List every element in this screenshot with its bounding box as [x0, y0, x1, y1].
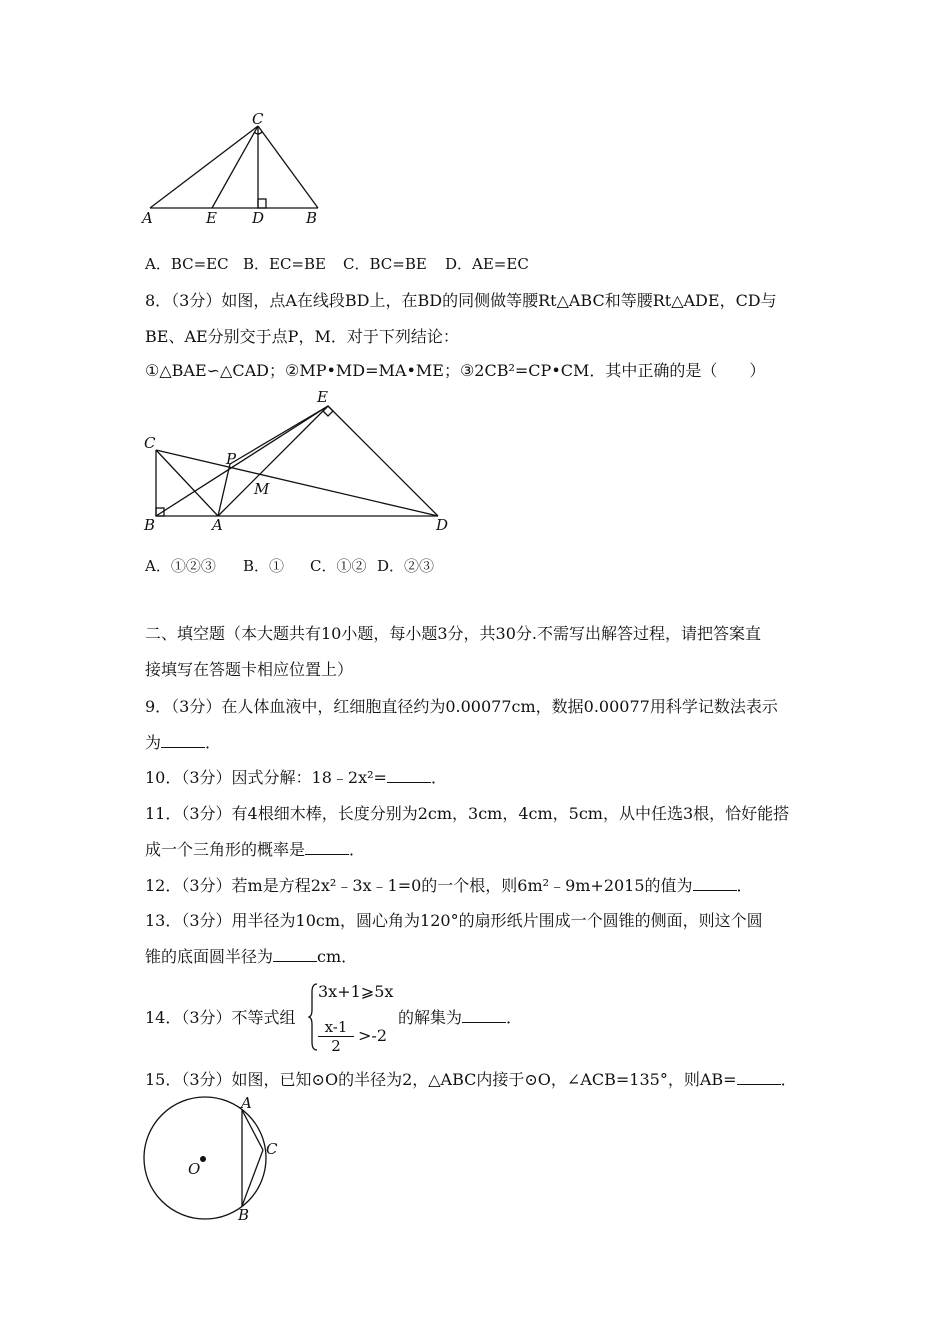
q7-label-c: C	[252, 110, 264, 128]
q14-prefix: 14．（3分）不等式组	[145, 1008, 296, 1027]
q13-prefix: 锥的底面圆半径为	[145, 947, 274, 966]
q14-inequality-2-rest: >-2	[358, 1026, 387, 1045]
q14-brace-icon	[308, 982, 318, 1052]
q9-line-2	[145, 732, 221, 754]
q11-prefix: 成一个三角形的概率是	[145, 840, 306, 859]
q10-answer-blank[interactable]	[387, 768, 431, 783]
q8-label-m: M	[254, 480, 270, 498]
q8-option-d: D．②③	[377, 557, 435, 575]
q10-prefix: 10．（3分）因式分解：18﹣2x²=	[145, 768, 387, 787]
q7-option-d: D．AE=EC	[445, 255, 529, 273]
q7-label-a: A	[142, 209, 153, 227]
q8-option-c: C．①②	[310, 557, 367, 575]
q11-line-1: 11．（3分）有4根细木棒，长度分别为2cm，3cm，4cm，5cm，从中任选3根，恰好能搭	[145, 804, 790, 823]
q8-label-d: D	[436, 516, 449, 534]
q14-suffix-end: ．	[506, 1008, 523, 1027]
section2-heading-line-1: 二、填空题（本大题共有10小题，每小题3分，共30分.不需写出解答过程，请把答案直	[145, 624, 761, 643]
q11-suffix: ．	[349, 840, 366, 859]
q15-label-c: C	[266, 1140, 278, 1158]
q8-label-p: P	[226, 450, 237, 468]
q15-label-o: O	[188, 1160, 201, 1178]
q12-line	[145, 875, 753, 897]
q15-prefix: 15．（3分）如图，已知⊙O的半径为2，△ABC内接于⊙O，∠ACB=135°，则AB=	[145, 1070, 737, 1089]
q15-label-a: A	[241, 1094, 252, 1112]
q12-suffix: ．	[736, 876, 753, 895]
q8-line-1: 8．（3分）如图，点A在线段BD上，在BD的同侧做等腰Rt△ABC和等腰Rt△ADE，CD与	[145, 291, 777, 310]
q15-label-b: B	[238, 1206, 250, 1224]
q9-prefix: 为	[145, 733, 162, 752]
q7-label-b: B	[306, 209, 318, 227]
q8-triangles-figure	[140, 388, 460, 538]
q7-triangle-figure	[140, 110, 340, 230]
q11-line-2	[145, 839, 365, 861]
q14-inequality-1: 3x+1⩾5x	[318, 982, 394, 1001]
q9-answer-blank[interactable]	[161, 733, 205, 748]
q14-fraction-numerator: x-1	[318, 1018, 354, 1037]
q7-label-d: D	[252, 209, 265, 227]
section2-heading-line-2: 接填写在答题卡相应位置上）	[145, 660, 354, 679]
q8-line-3: ①△BAE∽△CAD；②MP•MD=MA•ME；③2CB²=CP•CM．其中正确的是（ ）	[145, 361, 766, 380]
q8-option-b: B．①	[243, 557, 285, 575]
q12-answer-blank[interactable]	[693, 876, 737, 891]
q10-suffix: ．	[430, 768, 447, 787]
q12-prefix: 12．（3分）若m是方程2x²﹣3x﹣1=0的一个根，则6m²﹣9m+2015的值为	[145, 876, 693, 895]
q8-option-a: A．①②③	[145, 557, 216, 575]
q11-answer-blank[interactable]	[305, 840, 349, 855]
q10-line	[145, 767, 447, 789]
q7-label-e: E	[206, 209, 217, 227]
q7-option-b: B．EC=BE	[243, 255, 326, 273]
q13-suffix: cm．	[317, 947, 358, 966]
q14-fraction	[318, 1018, 354, 1055]
q8-label-b: B	[144, 516, 156, 534]
q14-fraction-denominator: 2	[331, 1037, 341, 1055]
q8-label-a: A	[212, 516, 223, 534]
q15-suffix: ．	[780, 1070, 797, 1089]
q14-suffix-text: 的解集为	[398, 1008, 463, 1027]
q9-suffix: ．	[205, 733, 222, 752]
q7-option-c: C．BC=BE	[343, 255, 427, 273]
q9-line-1: 9．（3分）在人体血液中，红细胞直径约为0.00077cm，数据0.00077用科学记数法表示	[145, 697, 778, 716]
q14-answer-blank[interactable]	[462, 1008, 506, 1023]
q15-line	[145, 1069, 797, 1091]
q15-circle-figure	[138, 1092, 288, 1226]
q14-suffix-line	[398, 1007, 522, 1029]
q13-answer-blank[interactable]	[273, 947, 317, 962]
q13-line-2	[145, 946, 357, 968]
q8-label-c: C	[144, 434, 156, 452]
q8-label-e: E	[317, 388, 328, 406]
q15-answer-blank[interactable]	[737, 1070, 781, 1085]
q7-option-a: A．BC=EC	[145, 255, 229, 273]
q13-line-1: 13．（3分）用半径为10cm，圆心角为120°的扇形纸片围成一个圆锥的侧面，则这个圆	[145, 911, 763, 930]
q8-line-2: BE、AE分别交于点P，M．对于下列结论：	[145, 327, 459, 346]
